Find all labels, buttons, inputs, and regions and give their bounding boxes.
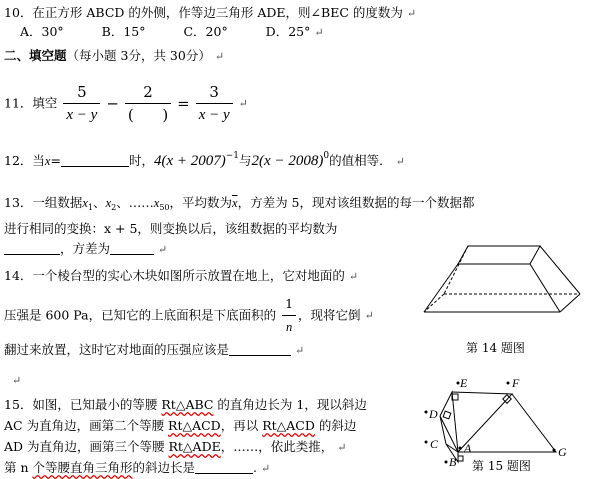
q12-line: 12．当x= 时，$4(x + 2007)^{-1}$与$2(x - 2008)^0$的值相等． ↵ bbox=[4, 151, 405, 169]
q15-line-1: 15．如图，已知最小的等腰 Rt△ABC 的直角边长为 1，现以斜边 bbox=[4, 397, 367, 412]
q14-frustum-figure bbox=[420, 236, 588, 336]
right-angle-mark bbox=[458, 456, 463, 461]
q10-option-b: B．15° bbox=[101, 24, 146, 39]
right-angle-mark bbox=[443, 411, 451, 419]
triangle-aef bbox=[452, 392, 512, 452]
label-c: C bbox=[430, 437, 439, 451]
frustum-edge bbox=[530, 264, 560, 312]
point-dot bbox=[445, 461, 448, 464]
q10-option-d: D．25° bbox=[265, 24, 311, 39]
point-dot bbox=[425, 441, 428, 444]
point-dot bbox=[553, 449, 556, 452]
q14-line-3: 翻过来放置，这时它对地面的压强应该是 ↵ bbox=[4, 342, 305, 357]
q15-line-3: AD 为直角边，画第三个等腰 Rt△ADE，……，依此类推， ↵ bbox=[4, 439, 347, 454]
label-d: D bbox=[429, 407, 438, 421]
q15-caption: 第 15 题图 bbox=[472, 459, 531, 473]
q10-line: 10．在正方形 ABCD 的外侧，作等边三角形 ADE，则∠BEC 的度数为 ↵ bbox=[4, 5, 417, 20]
q15-line-4: 第 n 个等腰直角三角形的斜边长是 . ↵ bbox=[4, 460, 271, 475]
q15-line-2: AC 为直角边，画第二个等腰 Rt△ACD，再以 Rt△ACD 的斜边 bbox=[4, 418, 357, 433]
q14-answer-blank[interactable] bbox=[229, 342, 291, 356]
q13-mean-symbol: $\overline{x}$ bbox=[232, 196, 238, 210]
q13-line-1: 13．一组数据$x_1$、$x_2$、$\dots\dots x_{50}$，平均数为$\overline{x}$，方差为 5，现对该组数据的每一个数据都 bbox=[4, 195, 475, 212]
point-dot bbox=[507, 382, 510, 385]
q10-option-c: C．20° bbox=[183, 24, 228, 39]
label-e: E bbox=[460, 376, 468, 390]
section2-title: 二、填空题 bbox=[4, 48, 67, 63]
frustum-edge bbox=[560, 294, 580, 312]
q14-caption: 第 14 题图 bbox=[466, 341, 525, 355]
q13-mean-blank[interactable] bbox=[4, 241, 60, 255]
q12-answer-blank[interactable] bbox=[61, 153, 129, 167]
frustum-top-face bbox=[458, 246, 540, 264]
q14-fraction: $\frac{1}{n}$ bbox=[282, 294, 296, 337]
q13-line-3: ，方差为 ↵ bbox=[4, 241, 167, 258]
q13-line-2: 进行相同的变换：x + 5，则变换以后，该组数据的平均数为 bbox=[4, 221, 338, 236]
frustum-edge bbox=[540, 246, 580, 294]
q10-options: A．30° B．15° C．20° D．25° ↵ bbox=[20, 24, 324, 39]
q11-prefix: 11．填空 bbox=[4, 95, 58, 111]
q11-fraction-2: $\frac{2}{( )}$ bbox=[125, 82, 171, 125]
label-b: B bbox=[449, 455, 457, 469]
label-f: F bbox=[512, 376, 520, 390]
q11-line: 11．填空 $\frac{5}{x - y}$ − $\frac{2}{( )}$ = $\frac{3}{x - y}$ ↵ bbox=[4, 83, 248, 124]
point-dot bbox=[425, 411, 428, 414]
q10-option-a: A．30° bbox=[20, 24, 64, 39]
q13-variance-blank[interactable] bbox=[110, 241, 154, 255]
label-a: A bbox=[464, 441, 472, 455]
q11-fraction-1: $\frac{5}{x - y}$ bbox=[63, 82, 100, 125]
q15-answer-blank[interactable] bbox=[195, 460, 253, 474]
point-dot bbox=[459, 447, 462, 450]
section2-note: （每小题 3分，共 30分） bbox=[66, 48, 211, 63]
label-g: G bbox=[558, 445, 567, 459]
frustum-edge bbox=[424, 264, 458, 312]
q14-line-1: 14．一个棱台型的实心木块如图所示放置在地上，它对地面的 ↵ bbox=[4, 268, 359, 283]
q11-fraction-3: $\frac{3}{x - y}$ bbox=[196, 82, 233, 125]
frustum-hidden-edge bbox=[424, 294, 444, 312]
empty-paragraph: ↵ bbox=[12, 374, 22, 387]
q14-line-2: 压强是 600 Pa，已知它的上底面积是下底面积的 $\frac{1}{n}$ ，现将它倒 ↵ bbox=[4, 294, 374, 337]
section2-heading: 二、填空题（每小题 3分，共 30分） ↵ bbox=[4, 48, 225, 63]
q10-text: 10．在正方形 ABCD 的外侧，作等边三角形 ADE，则∠BEC 的度数为 bbox=[4, 5, 403, 20]
